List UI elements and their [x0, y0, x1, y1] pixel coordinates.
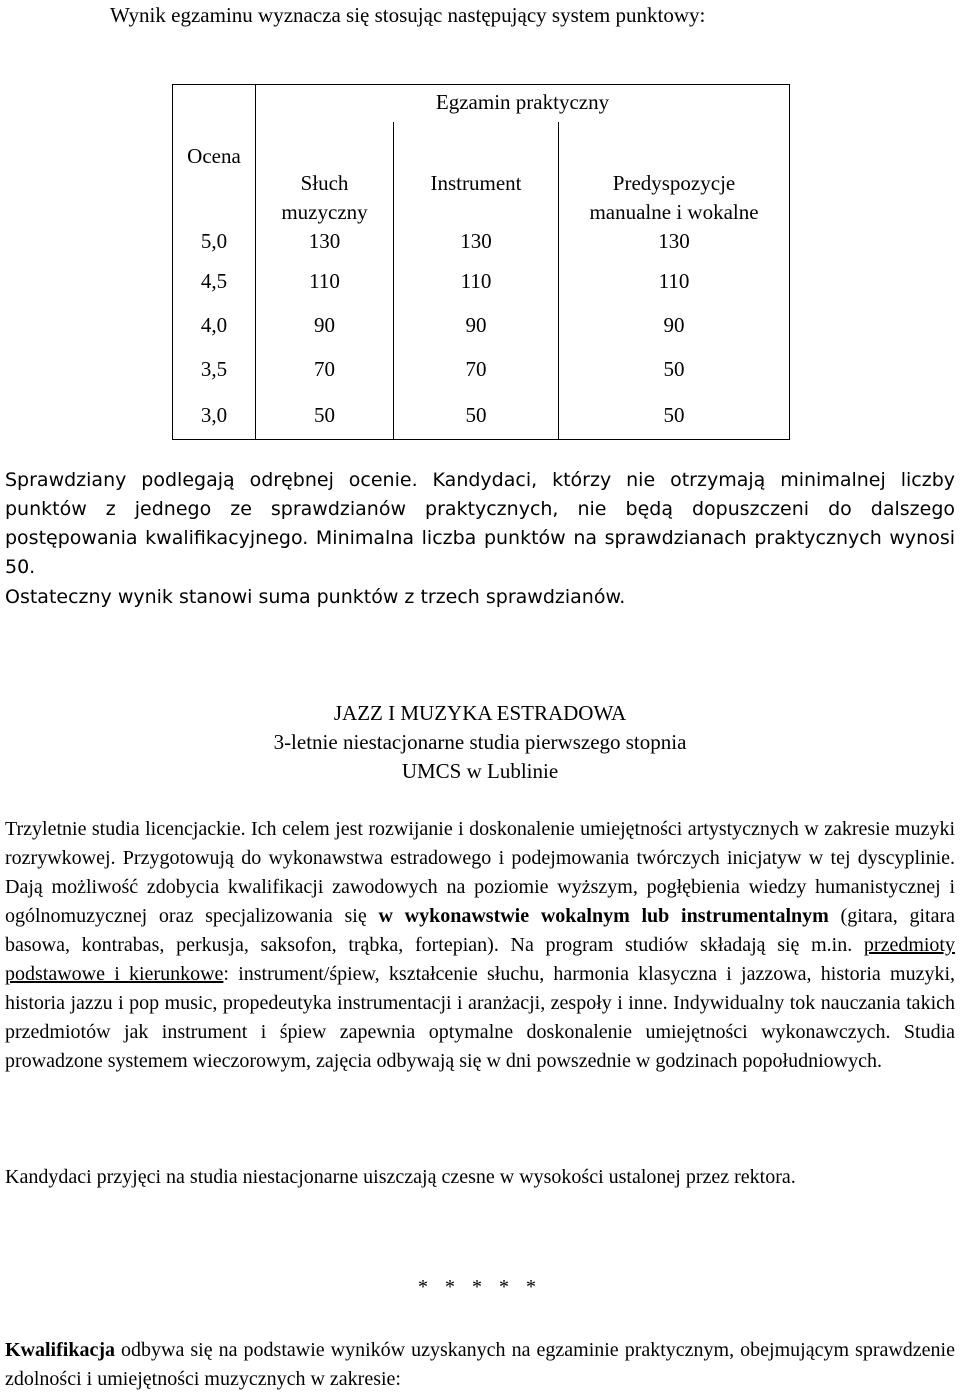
cell-predyspozycje: 110 — [559, 259, 790, 303]
section-university: UMCS w Lublinie — [401, 759, 559, 783]
table-header-row — [173, 85, 790, 123]
cell-predyspozycje: 130 — [559, 227, 790, 259]
cell-ocena: 4,5 — [173, 259, 256, 303]
kwalifikacja-text: odbywa się na podstawie wyników uzyskanych na egzaminie praktycznym, obejmującym sprawdzenie zdolności i umiejętności muzycznych w zakresie: — [5, 1339, 955, 1390]
paragraph-ostateczny-wynik: Ostateczny wynik stanowi suma punktów z trzech sprawdzianów. — [5, 586, 626, 608]
body-text-3: : instrument/śpiew, kształcenie słuchu, harmonia klasyczna i jazzowa, historia muzyki, historia jazzu i pop music, propedeutyka instrumentacji i aranżacji, zespoły i inne. Indywidualny tok nauczania takich przedmiotów jak instrument i śpiew zapewnia optymalne doskonalenie umiejętności wykonawczych. Studia prowadzone systemem wieczorowym, zajęcia odbywają się w dni powszednie w godzinach popołudniowych. — [5, 963, 956, 1072]
cell-ocena: 4,0 — [173, 303, 256, 347]
paragraph-czesne: Kandydaci przyjęci na studia niestacjonarne uiszczają czesne w wysokości ustalonej przez rektora. — [5, 1166, 796, 1188]
paragraph-studia-description — [5, 815, 955, 1076]
cell-sluch: 50 — [256, 391, 394, 440]
intro-text: Wynik egzaminu wyznacza się stosując następujący system punktowy: — [110, 3, 706, 27]
table-row — [173, 303, 790, 347]
cell-sluch: 110 — [256, 259, 394, 303]
cell-predyspozycje: 50 — [559, 391, 790, 440]
cell-instrument: 130 — [394, 227, 559, 259]
scoring-table — [172, 84, 790, 440]
cell-predyspozycje: 50 — [559, 347, 790, 391]
cell-sluch: 70 — [256, 347, 394, 391]
header-instrument: Instrument — [394, 122, 559, 227]
cell-instrument: 70 — [394, 347, 559, 391]
cell-ocena: 3,5 — [173, 347, 256, 391]
section-subheading: 3-letnie niestacjonarne studia pierwszego stopnia — [273, 730, 687, 754]
paragraph-kwalifikacja — [5, 1336, 955, 1394]
table-row — [173, 227, 790, 259]
cell-sluch: 90 — [256, 303, 394, 347]
cell-ocena: 5,0 — [173, 227, 256, 259]
table-row — [173, 259, 790, 303]
cell-instrument: 90 — [394, 303, 559, 347]
header-predyspozycje: Predyspozycje manualne i wokalne — [559, 122, 790, 227]
header-sluch-muzyczny: Słuch muzyczny — [256, 122, 394, 227]
header-ocena: Ocena — [173, 85, 256, 228]
cell-ocena: 3,0 — [173, 391, 256, 440]
body-text-1: Trzyletnie studia licencjackie. Ich celem jest rozwijanie i doskonalenie umiejętności artystycznych w zakresie muzyki rozrywkowej. Przygotowują do wykonawstwa estradowego i podejmowania twórczych inicjatyw w tej dyscyplinie. Dają możliwość zdobycia kwalifikacji zawodowych na poziomie wyższym, pogłębienia wiedzy humanistycznej i ogólnomuzycznej oraz specjalizowania się — [5, 818, 955, 927]
paragraph-sprawdziany: Sprawdziany podlegają odrębnej ocenie. Kandydaci, którzy nie otrzymają minimalnej liczby punktów z jednego ze sprawdzianów praktycznych, nie będą dopuszczeni do dalszego postępowania kwalifikacyjnego. Minimalna liczba punktów na sprawdzianach praktycznych wynosi 50. — [5, 469, 955, 578]
body-underlined-subjects: przedmioty podstawowe i kierunkowe — [5, 934, 955, 985]
separator-stars: * * * * * — [418, 1276, 542, 1298]
table-subheader-row — [173, 122, 790, 227]
cell-predyspozycje: 90 — [559, 303, 790, 347]
cell-instrument: 50 — [394, 391, 559, 440]
cell-sluch: 130 — [256, 227, 394, 259]
cell-instrument: 110 — [394, 259, 559, 303]
table-row — [173, 391, 790, 440]
header-egzamin-praktyczny: Egzamin praktyczny — [256, 85, 790, 123]
body-text-2: (gitara, gitara basowa, kontrabas, perkusja, saksofon, trąbka, fortepian). Na program studiów składają się m.in. — [5, 905, 955, 956]
body-bold-specialization: w wykonawstwie wokalnym lub instrumentalnym — [378, 905, 829, 927]
section-heading: JAZZ I MUZYKA ESTRADOWA — [333, 701, 627, 725]
table-row — [173, 347, 790, 391]
kwalifikacja-bold: Kwalifikacja — [5, 1339, 115, 1361]
